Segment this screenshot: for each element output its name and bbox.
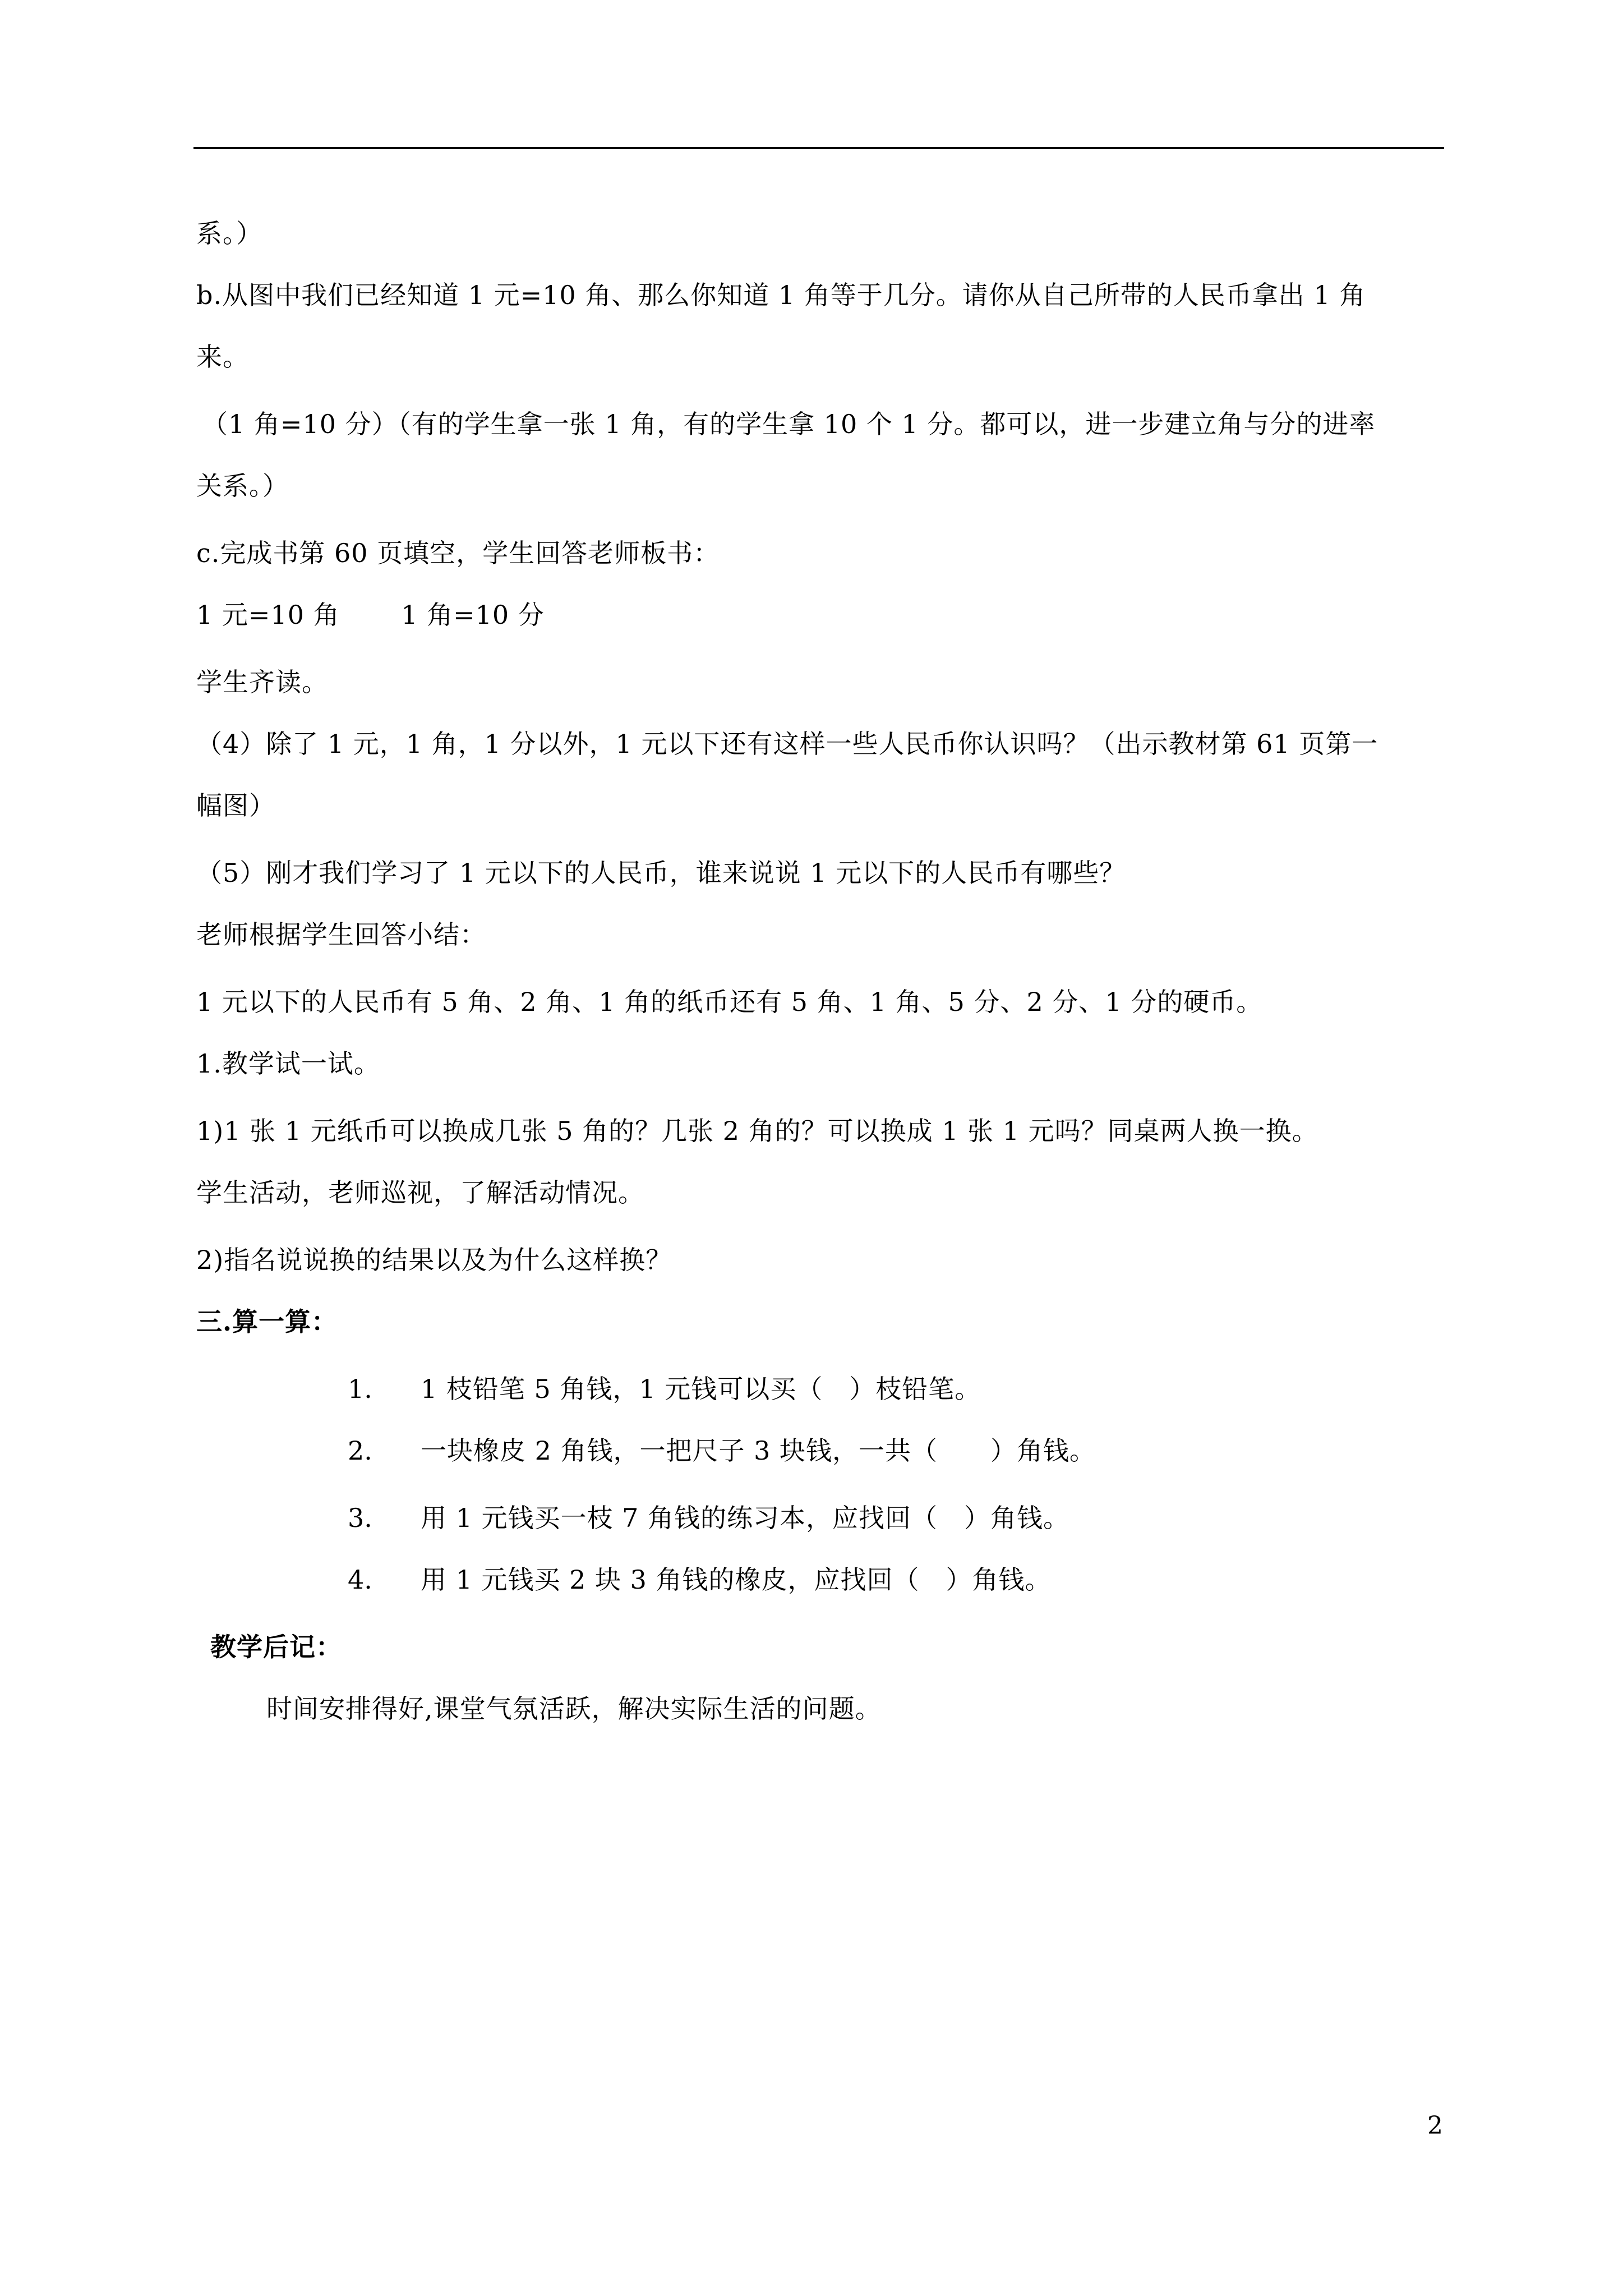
text-line: 老师根据学生回答小结： bbox=[196, 919, 486, 950]
text-line: 学生活动，老师巡视，了解活动情况。 bbox=[196, 1177, 644, 1208]
exercise-text: 用 1 元钱买 2 块 3 角钱的橡皮，应找回（ ）角钱。 bbox=[421, 1565, 1052, 1595]
exercise-text: 用 1 元钱买一枝 7 角钱的练习本，应找回（ ）角钱。 bbox=[421, 1503, 1070, 1533]
header-rule bbox=[193, 147, 1444, 149]
exercise-number: 2. bbox=[348, 1435, 372, 1466]
text-line: 来。 bbox=[196, 342, 249, 372]
text-line: 幅图） bbox=[196, 790, 275, 821]
page-number: 2 bbox=[1427, 2111, 1443, 2140]
text-line: 系。） bbox=[196, 218, 262, 249]
postscript-text: 时间安排得好,课堂气氛活跃，解决实际生活的问题。 bbox=[266, 1694, 882, 1724]
text-line: 学生齐读。 bbox=[196, 667, 328, 697]
text-line: （4）除了 1 元，1 角，1 分以外，1 元以下还有这样一些人民币你认识吗？（出示教材第 61 页第一 bbox=[196, 729, 1378, 759]
text-line: 2)指名说说换的结果以及为什么这样换？ bbox=[196, 1245, 672, 1275]
text-line: c.完成书第 60 页填空，学生回答老师板书： bbox=[196, 538, 720, 568]
text-line: 1.教学试一试。 bbox=[196, 1048, 380, 1079]
exercise-text: 一块橡皮 2 角钱，一把尺子 3 块钱，一共（ ）角钱。 bbox=[421, 1435, 1096, 1466]
postscript-heading: 教学后记： bbox=[210, 1632, 342, 1662]
section-heading: 三.算一算： bbox=[196, 1306, 338, 1337]
text-line: 1)1 张 1 元纸币可以换成几张 5 角的？几张 2 角的？可以换成 1 张 1 元吗？同桌两人换一换。 bbox=[196, 1116, 1318, 1146]
exercise-number: 1. bbox=[348, 1374, 372, 1404]
text-line: （5）刚才我们学习了 1 元以下的人民币，谁来说说 1 元以下的人民币有哪些？ bbox=[196, 858, 1126, 888]
text-line: 1 元以下的人民币有 5 角、2 角、1 角的纸币还有 5 角、1 角、5 分、2 分、1 分的硬币。 bbox=[196, 987, 1263, 1017]
text-line: b.从图中我们已经知道 1 元=10 角、那么你知道 1 角等于几分。请你从自己所带的人民币拿出 1 角 bbox=[196, 280, 1366, 310]
exercise-number: 4. bbox=[348, 1565, 372, 1595]
text-line: 关系。） bbox=[196, 471, 289, 501]
exercise-number: 3. bbox=[348, 1503, 372, 1533]
text-line: （1 角=10 分）（有的学生拿一张 1 角，有的学生拿 10 个 1 分。都可以，进一步建立角与分的进率 bbox=[202, 409, 1376, 439]
text-line: 1 元=10 角 1 角=10 分 bbox=[196, 600, 545, 630]
exercise-text: 1 枝铅笔 5 角钱，1 元钱可以买（ ）枝铅笔。 bbox=[421, 1374, 981, 1404]
